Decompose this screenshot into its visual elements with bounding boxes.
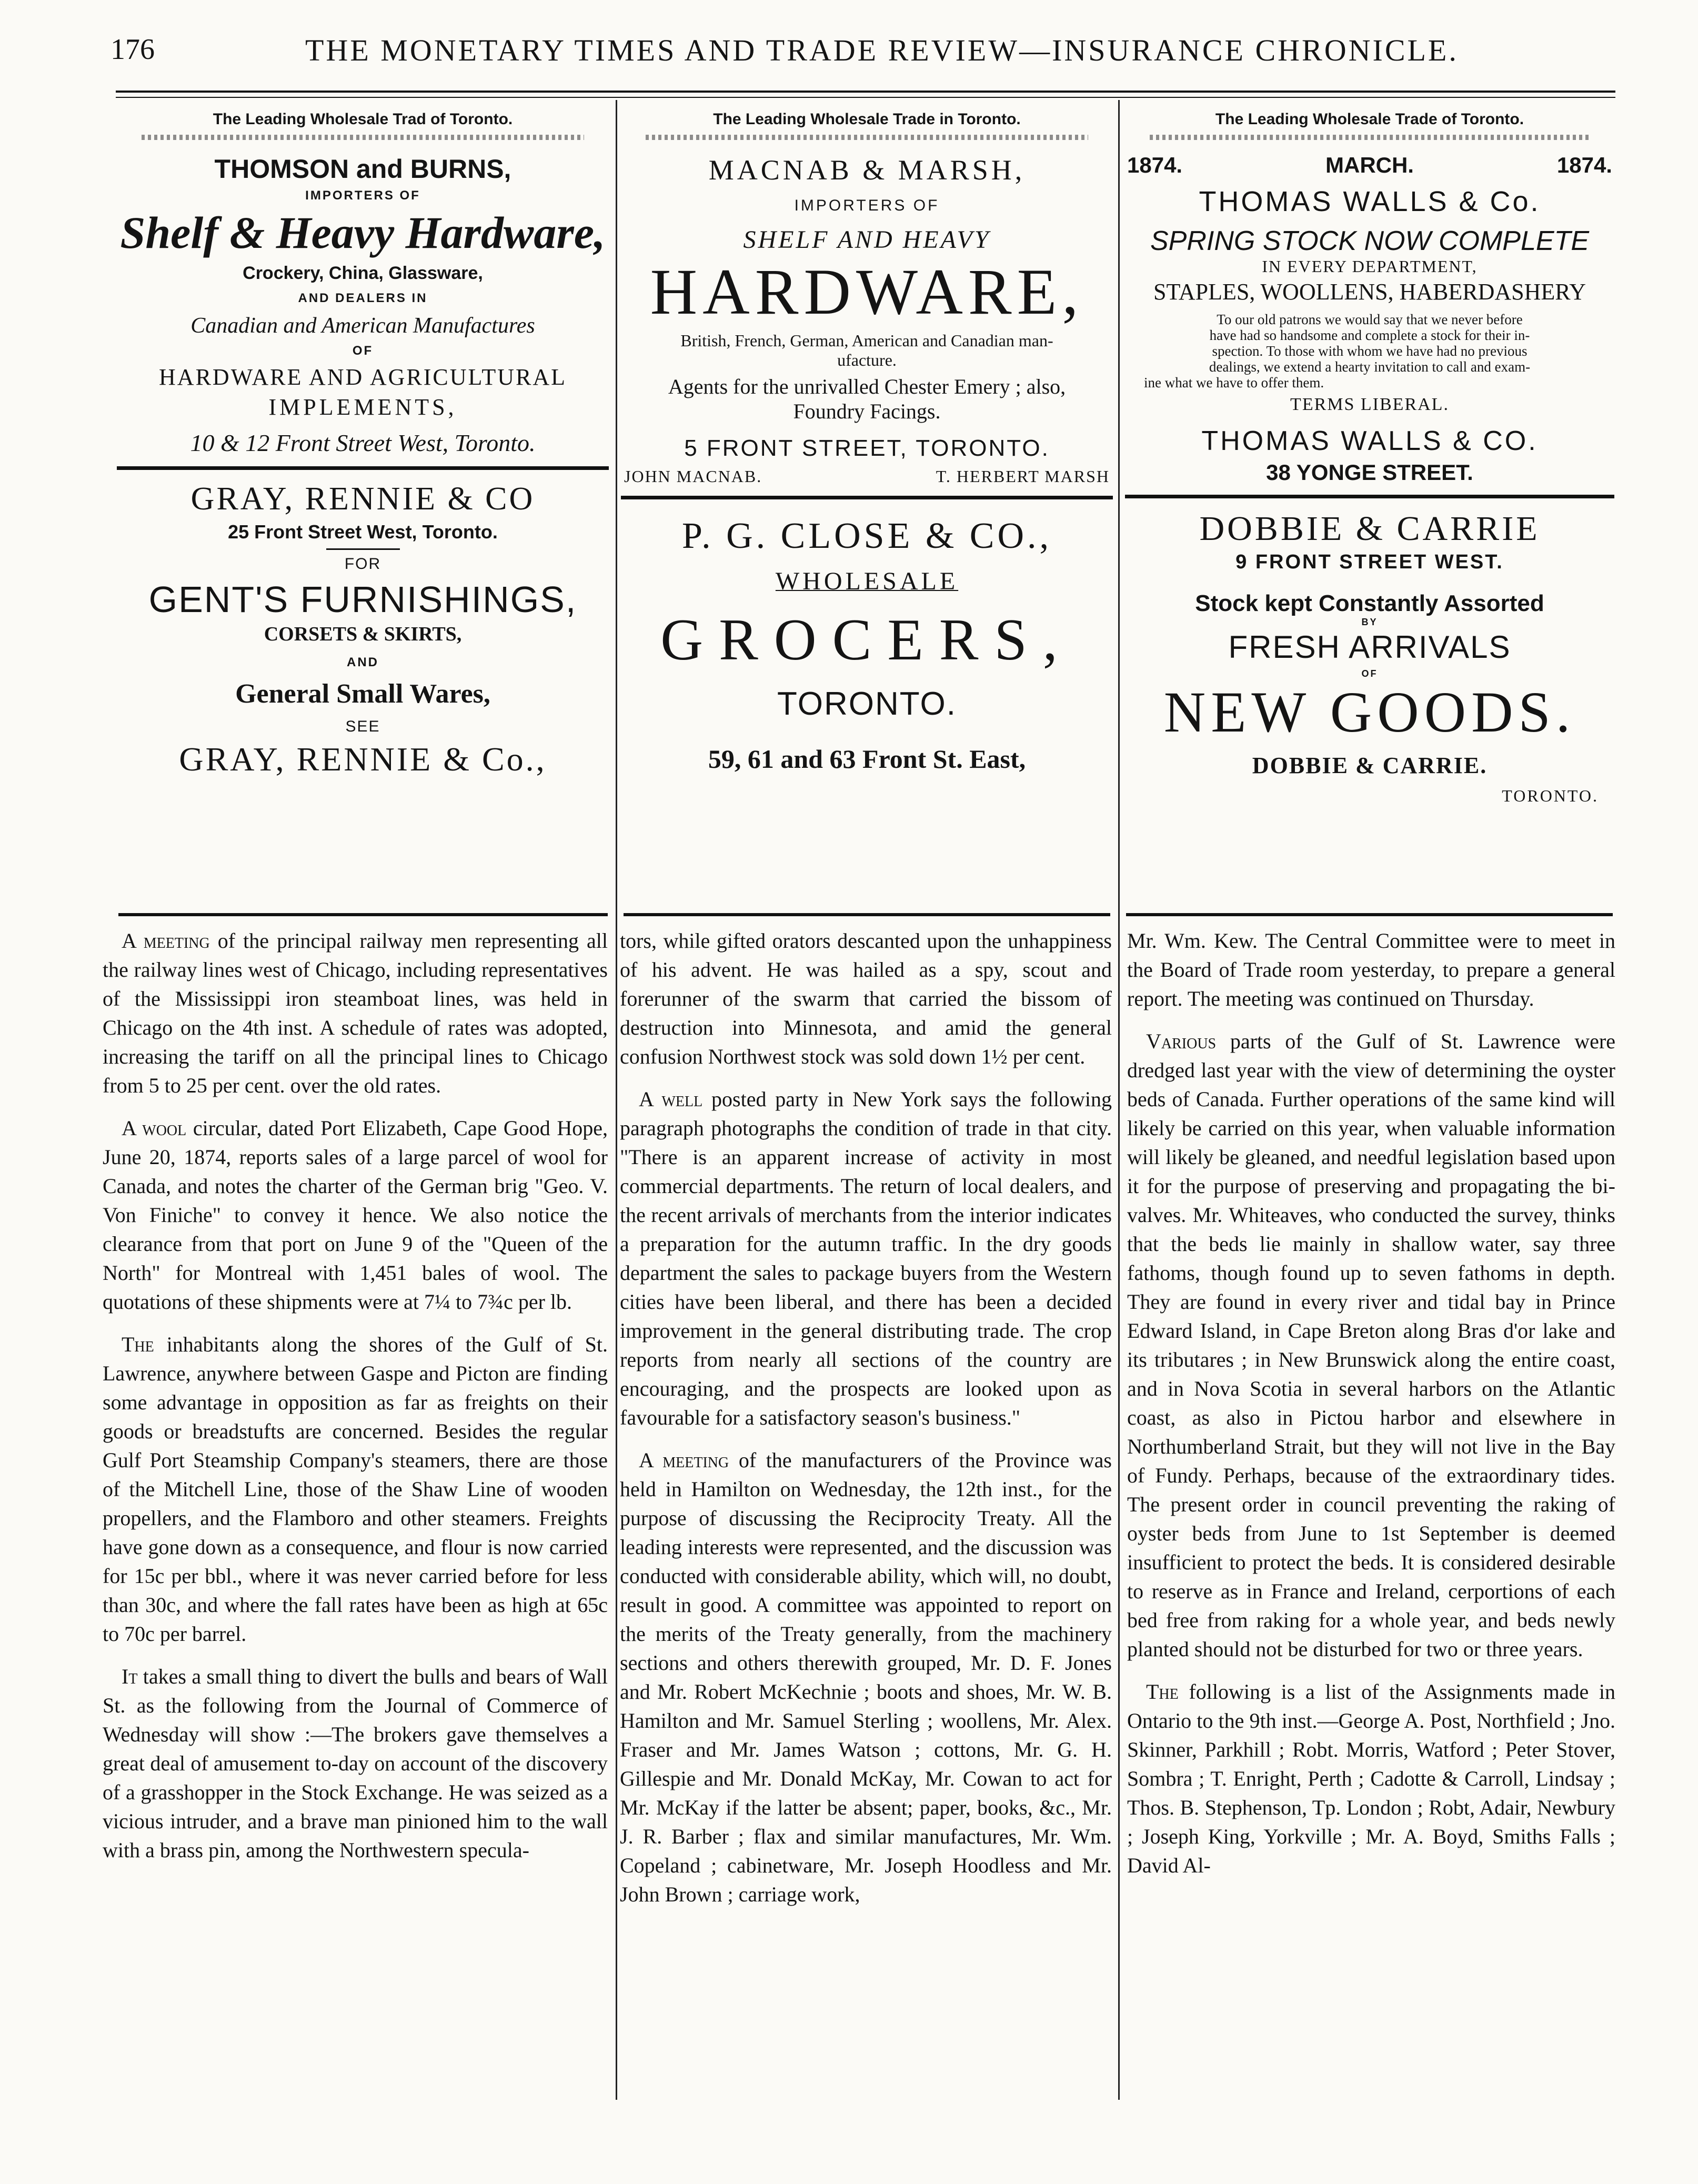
- wavy-rule: [1150, 135, 1590, 140]
- paragraph-text: inhabitants along the shores of the Gulf of St. Lawrence, anywhere between Gaspe and Picton are finding some advantage in opposition as far as freights on their goods or breadstufts are concerned. Besides the regular Gulf Port Steamship Company's steamers, there are those of the Mitchell Line, those of the Shaw Line of wooden propellers, and the Flamboro and other steamers. Freights have gone down as a consequence, and flour is now carried for 15c per bbl., where it was never carried before for less than 30c, and where the fall rates have been as high at 65c to 70c per barrel.: [103, 1333, 608, 1646]
- gray-rennie-ad: [117, 472, 609, 782]
- wavy-rule: [142, 135, 585, 140]
- ad-firm-name: THOMAS WALLS & Co.: [1199, 186, 1541, 217]
- paragraph-text: parts of the Gulf of St. Lawrence were dredged last year with the view of determining the oyster beds of Canada. Further operations of the same kind will likely be carried on this year, when valuable information will likely be gleaned, and needful legislation based upon it for the purpose of preserving and propagating the bi-valves. Mr. Whiteaves, who conducted the survey, thinks that the beds lie mainly in shallow water, say three fathoms, though found up to seven fathoms in depth. They are found in every river and tidal bay in Prince Edward Island, in Cape Breton along Bras d'or lake and its tributares ; in New Brunswick along the entire coast, and in Nova Scotia in several harbors on the Atlantic coast, as also in Pictou harbor and elsewhere in Northumberland Strait, but they will not live in the Bay of Fundy. Perhaps, because of the extraordinary tides. The present order in council preventing the raking of oyster beds from June to 1st September is deemed insufficient to protect the beds. It is considered desirable to reserve as in France and Ireland, cerportions of each bed free from raking for a whole year, and beds newly planted should not be disturbed for two or three years.: [1127, 1029, 1615, 1661]
- section-rule: [118, 913, 608, 916]
- ad-main-line: Shelf & Heavy Hardware,: [120, 207, 606, 258]
- article-paragraph: [1127, 926, 1615, 1013]
- ad-firm-name: P. G. CLOSE & CO.,: [681, 516, 1052, 556]
- article-column-3: [1127, 926, 1615, 1894]
- wavy-rule: [646, 135, 1089, 140]
- macnab-marsh-ad: [621, 145, 1113, 489]
- article-paragraph: [1127, 1027, 1615, 1664]
- section-heading: The Leading Wholesale Trad of Toronto.: [213, 111, 513, 128]
- ad-firm-name: MACNAB & MARSH,: [708, 154, 1026, 186]
- ad-firm-name: GRAY, RENNIE & CO: [190, 481, 535, 517]
- ad-firm-name: DOBBIE & CARRIE: [1199, 509, 1540, 548]
- ads-column-2: [621, 100, 1113, 777]
- ad-address: 5 FRONT STREET, TORONTO.: [684, 435, 1050, 461]
- section-heading: The Leading Wholesale Trade of Toronto.: [1215, 111, 1524, 128]
- article-paragraph: [620, 926, 1112, 1071]
- ad-manufactures: Canadian and American Manufactures: [190, 314, 535, 338]
- ad-divider: [117, 466, 609, 470]
- ad-note: dealings, we extend a hearty invitation to call and exam-: [1209, 359, 1531, 375]
- ad-main-line: GROCERS,: [660, 607, 1073, 673]
- paragraph-lead: A meeting: [639, 1448, 729, 1472]
- ad-subline: IN EVERY DEPARTMENT,: [1262, 257, 1478, 276]
- ad-address: 9 FRONT STREET WEST.: [1235, 551, 1504, 573]
- article-paragraph: [1127, 1677, 1615, 1880]
- ad-line: General Small Wares,: [235, 679, 490, 709]
- ad-address: 38 YONGE STREET.: [1266, 460, 1473, 485]
- year-left: 1874.: [1127, 153, 1183, 177]
- ad-address: 59, 61 and 63 Front St. East,: [708, 744, 1026, 774]
- ad-subline: AND DEALERS IN: [298, 291, 428, 305]
- ad-main-line: NEW GOODS.: [1163, 680, 1576, 744]
- ad-note: spection. To those with whom we have had no previous: [1212, 343, 1528, 359]
- paragraph-text: takes a small thing to divert the bulls and bears of Wall St. as the following from the Journal of Commerce of Wednesday will show :—The brokers gave themselves a great deal of amusement to-day on account of the discovery of a grasshopper in the Stock Exchange. He was seized as a vicious intruder, and a brave man pinioned him to the wall with a brass pin, among the Northwestern specula-: [103, 1665, 608, 1862]
- header-rule-thin: [116, 97, 1615, 98]
- page-number: 176: [110, 33, 155, 66]
- section-rule: [624, 913, 1110, 916]
- ad-divider: [621, 496, 1113, 499]
- dobbie-carrie-ad: [1125, 500, 1614, 809]
- ad-subline: IMPORTERS OF: [794, 197, 940, 214]
- ad-line: STAPLES, WOOLLENS, HABERDASHERY: [1153, 279, 1586, 305]
- ad-note: ine what we have to offer them.: [1144, 375, 1324, 390]
- ad-subline: AND: [347, 655, 379, 669]
- paragraph-lead: A meeting: [122, 929, 210, 953]
- thomas-walls-ad: [1125, 145, 1614, 488]
- ad-main-line: SPRING STOCK NOW COMPLETE: [1150, 226, 1590, 256]
- ad-footer-name: THOMAS WALLS & CO.: [1201, 426, 1538, 456]
- paragraph-text: following is a list of the Assignments made in Ontario to the 9th inst.—George A. Post, Northfield ; Jno. Skinner, Parkhill ; Robt. Morris, Watford ; Peter Stover, Sombra ; T. Enright, Perth ; Cadotte & Carroll, Lindsay ; Thos. B. Stephenson, Tp. London ; Robt, Adair, Newbury ; Joseph King, Yorkville ; Mr. A. Boyd, Smiths Falls ; David Al-: [1127, 1680, 1615, 1877]
- ad-origins: ufacture.: [837, 350, 897, 369]
- column-separator: [1118, 100, 1120, 2100]
- paragraph-lead: A well: [639, 1087, 703, 1111]
- paragraph-text: circular, dated Port Elizabeth, Cape Good Hope, June 20, 1874, reports sales of a large parcel of wool for Canada, and notes the charter of the German brig "Geo. V. Von Finiche" to convey it hence. We also notice the clearance from that port on June 9 of the "Queen of the North" for Montreal with 1,451 bales of wool. The quotations of these shipments were at 7¼ to 7¾c per lb.: [103, 1116, 608, 1314]
- ad-subline: OF: [1361, 668, 1378, 679]
- ad-address: 25 Front Street West, Toronto.: [228, 521, 498, 543]
- paragraph-lead: The: [1146, 1680, 1179, 1704]
- paragraph-text: of the manufacturers of the Province was held in Hamilton on Wednesday, the 12th inst., for the purpose of discussing the Reciprocity Treaty. All the leading interests were represented, and the discussion was conducted with considerable ability, which will, no doubt, result in good. A committee was appointed to report on the merits of the Treaty generally, from the machinery sections and others therewith grouped, Mr. D. F. Jones and Mr. Robert McKechnie ; boots and shoes, Mr. W. B. Hamilton and Mr. Samuel Sterling ; woollens, Mr. Alex. Fraser and Mr. James Watson ; cottons, Mr. G. H. Gillespie and Mr. Donald McKay, Mr. Cowan to act for Mr. McKay if the latter be absent; paper, books, &c., Mr. J. R. Barber ; flax and similar manufactures, Mr. Wm. Copeland ; cabinetware, Mr. Joseph Hoodless and Mr. John Brown ; carriage work,: [620, 1448, 1112, 1906]
- ad-agents: Agents for the unrivalled Chester Emery ; also,: [668, 375, 1066, 398]
- paragraph-text: posted party in New York says the following paragraph photographs the condition of trade in that city. "There is an apparent increase of activity in most commercial departments. The return of local dealers, and the recent arrivals of merchants from the interior indicates a preparation for the autumn traffic. In the dry goods department the sales to package buyers from the Western cities have been liberal, and there has been a decided improvement in the general distributing trade. The crop reports from nearly all sections of the country are encouraging, and the prospects are looked upon as favourable for a satisfactory season's business.": [620, 1087, 1112, 1429]
- ad-terms: TERMS LIBERAL.: [1290, 395, 1449, 414]
- header-rule: [116, 91, 1615, 93]
- partner-name: JOHN MACNAB.: [624, 467, 762, 486]
- paragraph-text: Mr. Wm. Kew. The Central Committee were to meet in the Board of Trade room yesterday, to prepare a general report. The meeting was continued on Thursday.: [1127, 929, 1615, 1010]
- article-paragraph: [103, 926, 608, 1100]
- ad-city: TORONTO.: [777, 686, 957, 722]
- ad-goods: Crockery, China, Glassware,: [243, 263, 483, 283]
- ad-line: HARDWARE AND AGRICULTURAL: [159, 364, 567, 390]
- ad-subline: OF: [352, 344, 374, 358]
- ad-partners: [621, 467, 1113, 486]
- ad-subline: FOR: [344, 555, 381, 573]
- thomson-burns-ad: [117, 145, 609, 460]
- ad-line: Stock kept Constantly Assorted: [1195, 590, 1544, 616]
- ad-footer-name: DOBBIE & CARRIE.: [1252, 753, 1488, 778]
- ad-origins: British, French, German, American and Canadian man-: [680, 331, 1053, 350]
- ad-address: 10 & 12 Front Street West, Toronto.: [190, 429, 536, 456]
- paragraph-lead: It: [122, 1665, 138, 1688]
- article-paragraph: [620, 1446, 1112, 1909]
- ad-note: To our old patrons we would say that we never before: [1217, 312, 1523, 327]
- ad-line: CORSETS & SKIRTS,: [264, 623, 462, 645]
- ad-subline: SEE: [345, 718, 380, 735]
- ad-line: SHELF AND HEAVY: [743, 226, 991, 254]
- year-right: 1874.: [1556, 153, 1612, 177]
- article-paragraph: [103, 1114, 608, 1316]
- short-rule: [326, 548, 400, 550]
- paragraph-lead: Various: [1146, 1029, 1217, 1053]
- article-paragraph: [620, 1085, 1112, 1432]
- ad-subline: IMPORTERS OF: [305, 188, 420, 203]
- ad-firm-name: THOMSON and BURNS,: [214, 154, 511, 184]
- paragraph-lead: The: [122, 1333, 154, 1356]
- section-rule: [1126, 913, 1613, 916]
- close-co-ad: [621, 502, 1113, 777]
- paragraph-lead: A wool: [122, 1116, 187, 1140]
- ad-date-line: [1125, 153, 1614, 178]
- section-heading: The Leading Wholesale Trade in Toronto.: [713, 111, 1021, 128]
- ads-column-1: [117, 100, 609, 782]
- paragraph-text: of the principal railway men representing all the railway lines west of Chicago, including representatives of the Mississippi iron steamboat lines, was held in Chicago on the 4th inst. A schedule of rates was adopted, increasing the tariff on all the principal lines to Chicago from 5 to 25 per cent. over the old rates.: [103, 929, 608, 1097]
- ad-main-line: GENT'S FURNISHINGS,: [148, 579, 577, 620]
- partner-name: T. HERBERT MARSH: [936, 467, 1110, 486]
- column-separator: [616, 100, 617, 2100]
- ads-column-3: [1125, 100, 1614, 809]
- paragraph-text: tors, while gifted orators descanted upon the unhappiness of his advent. He was hailed as a spy, scout and forerunner of the swarm that carried the bissom of destruction into Minnesota, and amid the general confusion Northwest stock was sold down 1½ per cent.: [620, 929, 1112, 1068]
- ad-main-line: HARDWARE,: [650, 256, 1084, 328]
- ad-line: FRESH ARRIVALS: [1228, 629, 1511, 665]
- running-header: [110, 33, 1615, 75]
- ad-note: have had so handsome and complete a stock for their in-: [1209, 327, 1530, 343]
- ad-divider: [1125, 495, 1614, 498]
- journal-title: THE MONETARY TIMES AND TRADE REVIEW—INSURANCE CHRONICLE.: [305, 33, 1459, 67]
- ad-footer-name: GRAY, RENNIE & Co.,: [179, 740, 547, 778]
- month: MARCH.: [1325, 153, 1414, 177]
- article-column-2: [620, 926, 1112, 1922]
- ad-subline: BY: [1361, 617, 1378, 627]
- ad-line: IMPLEMENTS,: [268, 394, 457, 420]
- ad-subline: WHOLESALE: [775, 567, 959, 595]
- ad-city: TORONTO.: [1502, 786, 1599, 805]
- article-paragraph: [103, 1662, 608, 1865]
- ad-agents: Foundry Facings.: [793, 399, 941, 423]
- article-column-1: [103, 926, 608, 1878]
- article-paragraph: [103, 1330, 608, 1648]
